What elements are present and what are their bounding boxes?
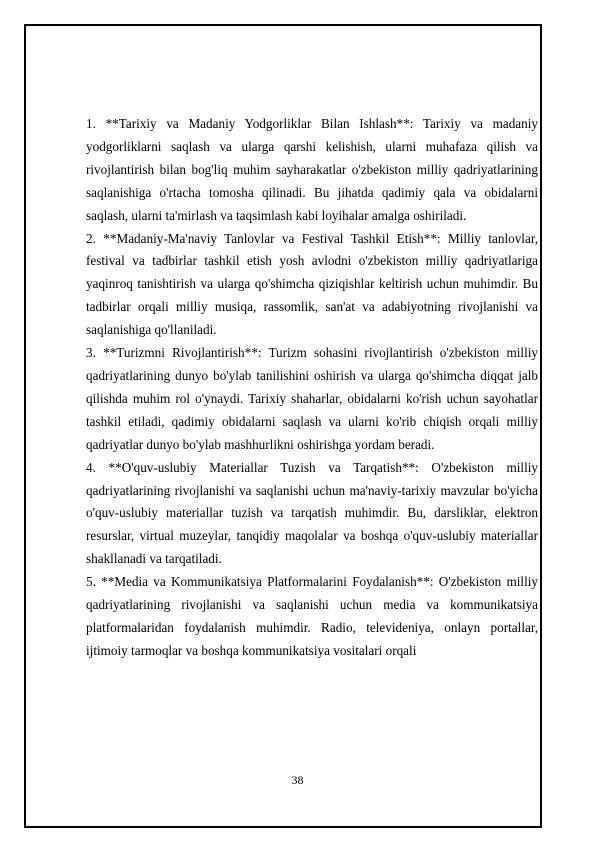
page-number: 38 bbox=[291, 773, 304, 787]
paragraph-2: 2. **Madaniy-Ma'naviy Tanlovlar va Festival Tashkil Etish**: Milliy tanlovlar, festival va tadbirlar tashkil etish yosh avlodni o'zbekiston milliy qadriyatlariga yaqinroq tanishtirish va ularga qo'shimcha qiziqishlar keltirish uchun muhimdir. Bu tadbirlar orqali milliy musiqa, rassomlik, san'at va adabiyotning rivojlanishi va saqlanishiga qo'llaniladi. bbox=[86, 230, 538, 338]
paragraph-3: 3. **Turizmni Rivojlantirish**: Turizm sohasini rivojlantirish o'zbekiston milliy qadriyatlarining dunyo bo'ylab tanilishini oshirish va ularga qo'shimcha diqqat jalb qilishda muhim rol o'ynaydi. Tarixiy shaharlar, obidalarni ko'rish uchun sayohatlar tashkil etiladi, qadimiy obidalarni saqlash va ularni ko'rib chiqish orqali milliy qadriyatlar dunyo bo'ylab mashhurlikni oshirishga yordam beradi. bbox=[86, 345, 538, 452]
document-body bbox=[86, 113, 538, 663]
paragraph-1: 1. **Tarixiy va Madaniy Yodgorliklar Bilan Ishlash**: Tarixiy va madaniy yodgorliklarni saqlash va ularga qarshi kelishish, ularni muhafaza qilish va rivojlantirish bilan bog'liq muhim sayharakatlar o'zbekiston milliy qadriyatlarining saqlanishiga o'rtacha tomosha qilinadi. Bu jihatda qadimiy qala va obidalarni saqlash, ularni ta'mirlash va taqsimlash kabi loyihalar amalga oshiriladi. bbox=[86, 116, 538, 223]
paragraph-4: 4. **O'quv-uslubiy Materiallar Tuzish va Tarqatish**: O'zbekiston milliy qadriyatlarining rivojlanishi va saqlanishi uchun ma'naviy-tarixiy mavzular bo'yicha o'quv-uslubiy materiallar tuzish va tarqatish muhimdir. Bu, darsliklar, elektron resurslar, virtual muzeylar, tanqidiy maqolalar va boshqa o'quv-uslubiy materiallar shakllanadi va tarqatiladi. bbox=[86, 459, 538, 567]
paragraph-5: 5. **Media va Kommunikatsiya Platformalarini Foydalanish**: O'zbekiston milliy qadriyatlarining rivojlanishi va saqlanishi uchun media va kommunikatsiya platformalaridan foydalanish muhimdir. Radio, televideniya, onlayn portallar, ijtimoiy tarmoqlar va boshqa kommunikatsiya vositalari orqali bbox=[86, 574, 538, 658]
